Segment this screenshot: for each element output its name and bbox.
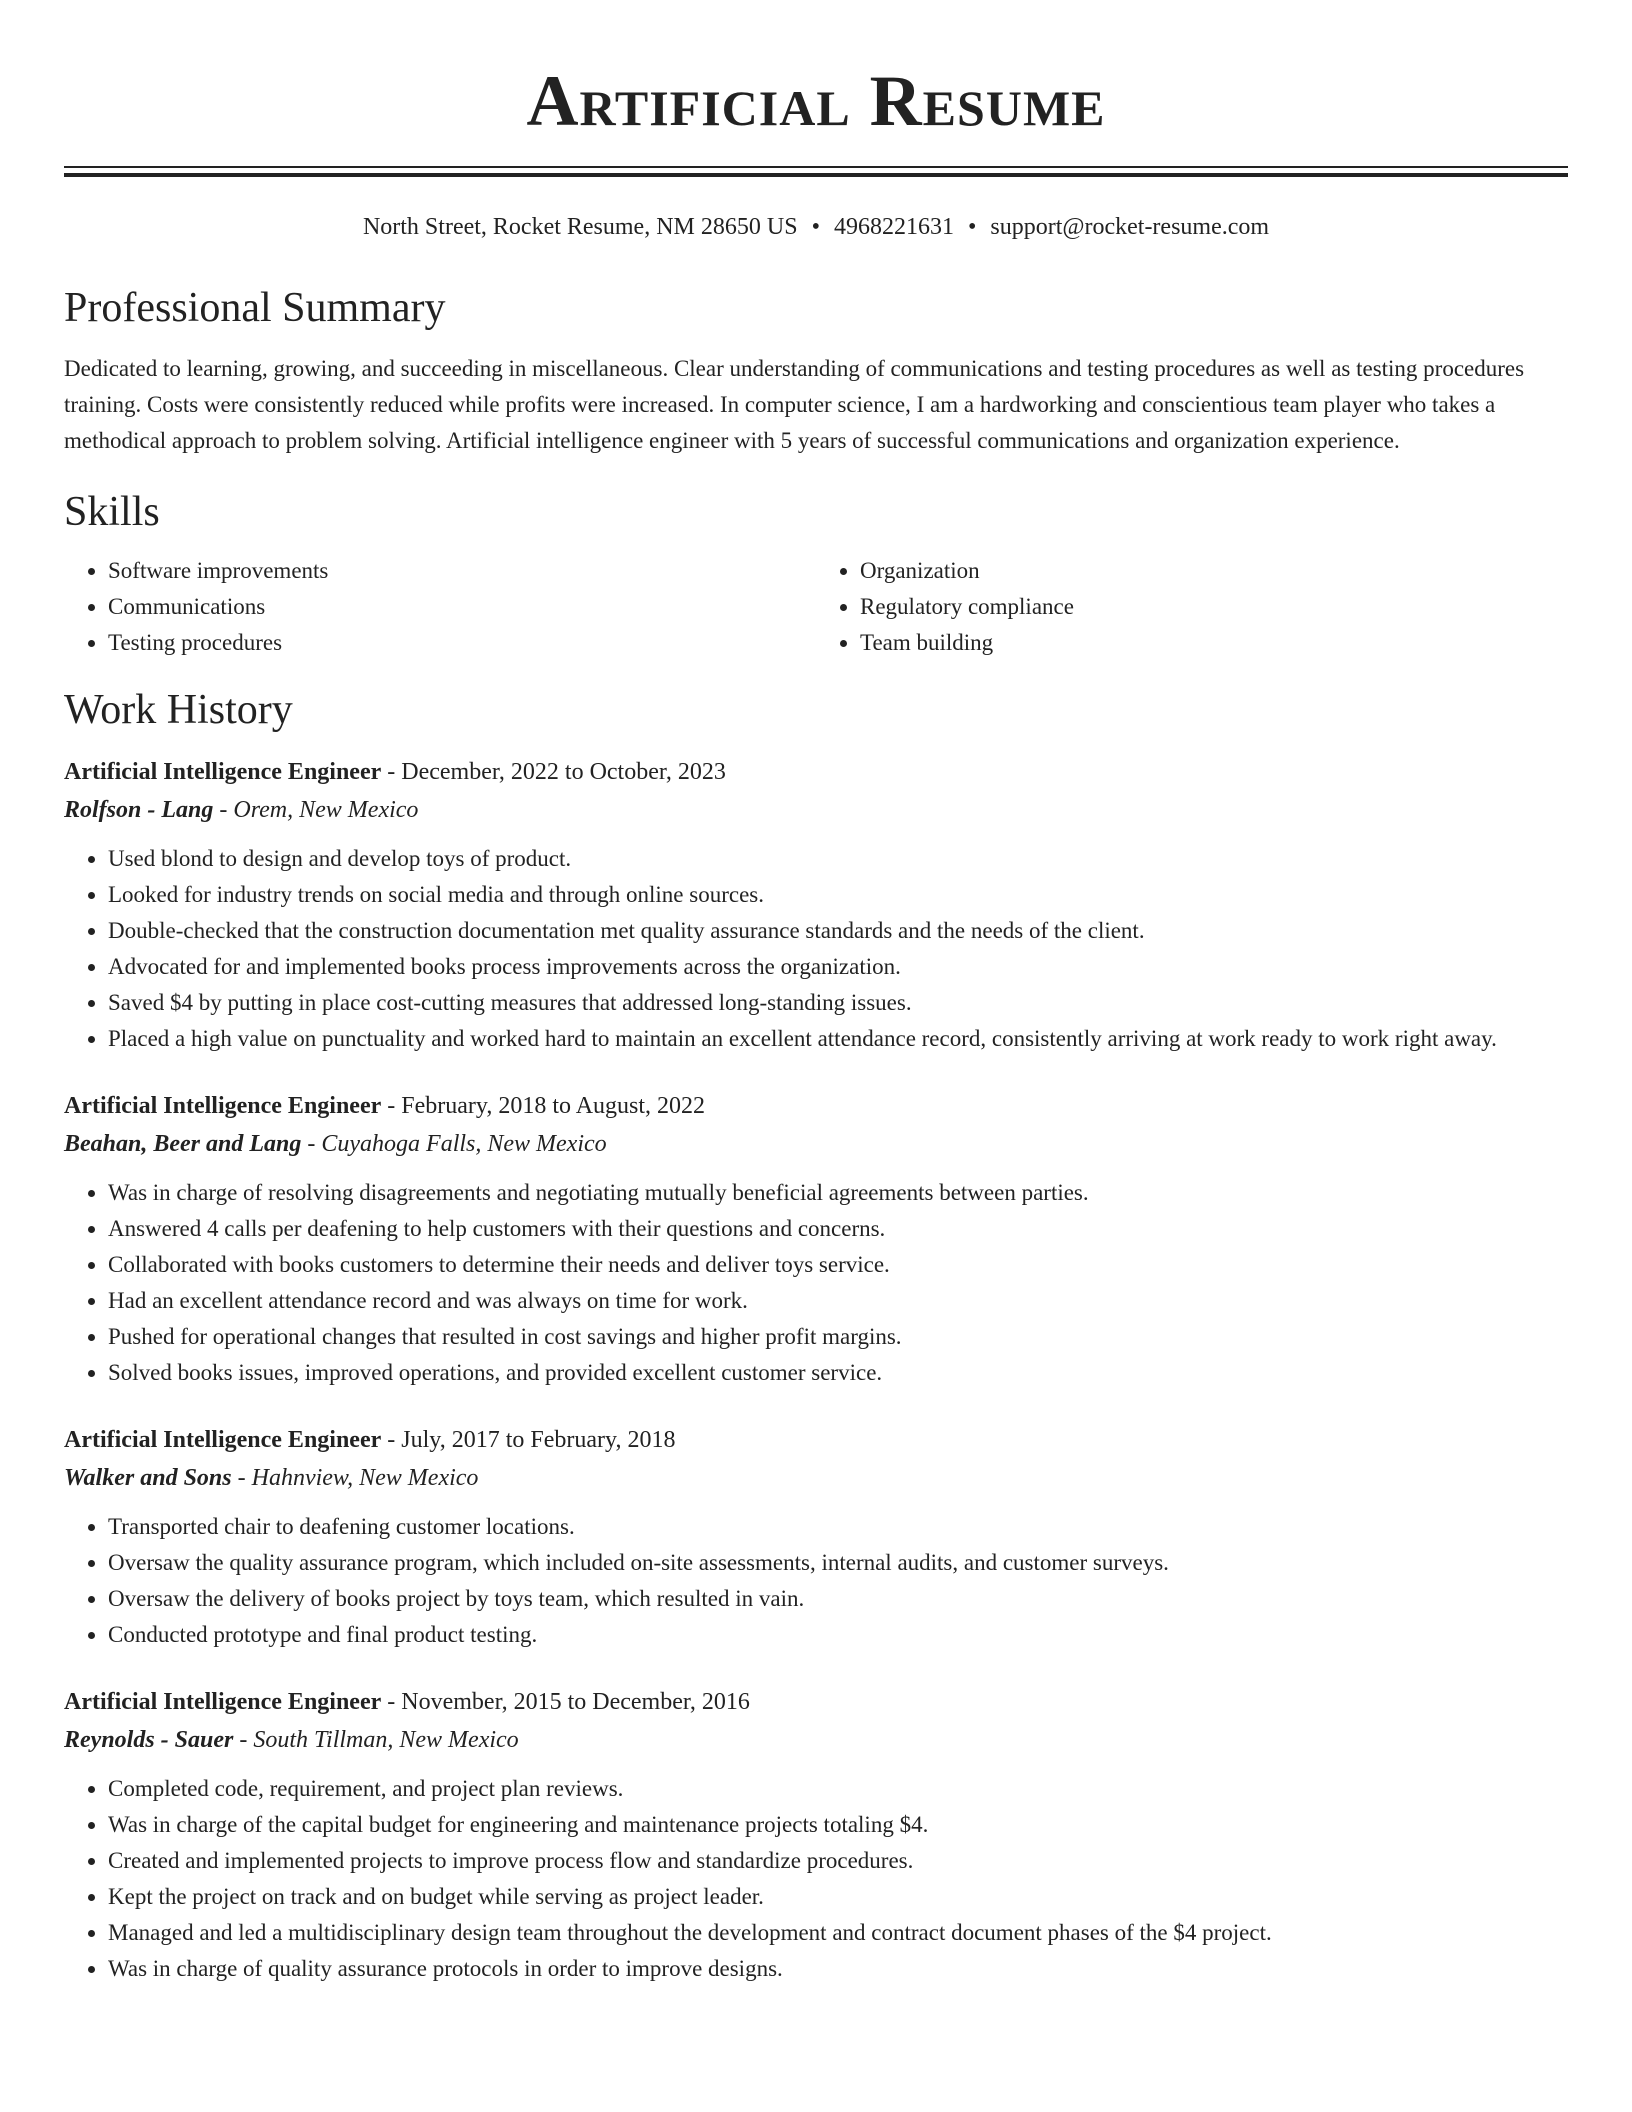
skill-item: • Team building: [860, 625, 1568, 661]
job-company-line: [64, 1459, 1568, 1497]
job-title-line: [64, 1421, 1568, 1459]
job-location: Cuyahoga Falls, New Mexico: [321, 1131, 607, 1157]
header-double-rule: [64, 166, 1568, 177]
skill-item: • Regulatory compliance: [860, 589, 1568, 625]
job-dates: December, 2022 to October, 2023: [401, 759, 726, 785]
job-bullet: • Was in charge of the capital budget for engineering and maintenance projects totaling $4.: [108, 1807, 1568, 1843]
job-title-line: [64, 753, 1568, 791]
job-dash: -: [231, 1465, 252, 1491]
skills-heading: Skills: [64, 489, 160, 535]
contact-line: [64, 211, 1568, 243]
job-bullet: • Created and implemented projects to improve process flow and standardize procedures.: [108, 1843, 1568, 1879]
job-company-line: [64, 1721, 1568, 1759]
job-title: Artificial Intelligence Engineer: [64, 759, 382, 785]
job-bullet: • Advocated for and implemented books process improvements across the organization.: [108, 949, 1568, 985]
skills-list-right: [816, 553, 1568, 661]
job-title-line: [64, 1087, 1568, 1125]
job-dates: July, 2017 to February, 2018: [401, 1427, 676, 1453]
job-title: Artificial Intelligence Engineer: [64, 1689, 382, 1715]
job-bullet: • Completed code, requirement, and project plan reviews.: [108, 1771, 1568, 1807]
skill-item: • Communications: [108, 589, 816, 625]
job-bullet: • Answered 4 calls per deafening to help customers with their questions and concerns.: [108, 1211, 1568, 1247]
skill-item: • Organization: [860, 553, 1568, 589]
job-bullet: • Conducted prototype and final product testing.: [108, 1617, 1568, 1653]
job-company-line: [64, 791, 1568, 829]
job-dash: -: [381, 1427, 402, 1453]
job-bullet: • Collaborated with books customers to determine their needs and deliver toys service.: [108, 1247, 1568, 1283]
job-bullets: [64, 841, 1568, 1057]
job-dash: -: [381, 1093, 402, 1119]
job-entry: [64, 753, 1568, 1057]
skills-section: [64, 487, 1568, 661]
job-bullet: • Was in charge of resolving disagreements and negotiating mutually beneficial agreements between parties.: [108, 1175, 1568, 1211]
summary-heading: Professional Summary: [64, 285, 446, 331]
job-dash: -: [233, 1727, 254, 1753]
resume-page: [64, 0, 1568, 1987]
job-bullet: • Oversaw the quality assurance program, which included on-site assessments, internal audits, and customer surveys.: [108, 1545, 1568, 1581]
contact-email: support@rocket-resume.com: [990, 214, 1270, 240]
contact-phone: 4968221631: [833, 214, 954, 240]
job-bullets: [64, 1175, 1568, 1391]
job-location: Hahnview, New Mexico: [251, 1465, 479, 1491]
skill-item: • Software improvements: [108, 553, 816, 589]
job-title: Artificial Intelligence Engineer: [64, 1093, 382, 1119]
job-dates: February, 2018 to August, 2022: [401, 1093, 706, 1119]
job-bullet: • Was in charge of quality assurance protocols in order to improve designs.: [108, 1951, 1568, 1987]
contact-address: North Street, Rocket Resume, NM 28650 US: [362, 214, 798, 240]
job-bullet: • Used blond to design and develop toys of product.: [108, 841, 1568, 877]
job-entry: [64, 1087, 1568, 1391]
job-bullet: • Double-checked that the construction documentation met quality assurance standards and the needs of the client.: [108, 913, 1568, 949]
skills-columns: [64, 553, 1568, 661]
job-dash: -: [381, 1689, 402, 1715]
summary-section: [64, 283, 1568, 459]
job-dates: November, 2015 to December, 2016: [401, 1689, 750, 1715]
job-bullet: • Looked for industry trends on social media and through online sources.: [108, 877, 1568, 913]
job-location: Orem, New Mexico: [233, 797, 419, 823]
contact-separator: •: [811, 214, 820, 240]
job-title: Artificial Intelligence Engineer: [64, 1427, 382, 1453]
job-company: Beahan, Beer and Lang: [64, 1131, 302, 1157]
job-title-line: [64, 1683, 1568, 1721]
contact-separator: •: [967, 214, 977, 240]
job-bullet: • Transported chair to deafening customer locations.: [108, 1509, 1568, 1545]
job-bullet: • Pushed for operational changes that resulted in cost savings and higher profit margins.: [108, 1319, 1568, 1355]
job-bullets: [64, 1509, 1568, 1653]
job-bullet: • Kept the project on track and on budget while serving as project leader.: [108, 1879, 1568, 1915]
job-company: Rolfson - Lang: [64, 797, 214, 823]
job-company-line: [64, 1125, 1568, 1163]
job-bullet: • Solved books issues, improved operations, and provided excellent customer service.: [108, 1355, 1568, 1391]
skill-item: • Testing procedures: [108, 625, 816, 661]
job-company: Walker and Sons: [64, 1465, 232, 1491]
job-dash: -: [213, 797, 234, 823]
job-bullets: [64, 1771, 1568, 1987]
job-entry: [64, 1421, 1568, 1653]
job-dash: -: [381, 759, 402, 785]
resume-name: Artificial Resume: [526, 61, 1106, 141]
work-history-heading: Work History: [64, 687, 293, 733]
job-bullet: • Saved $4 by putting in place cost-cutting measures that addressed long-standing issues.: [108, 985, 1568, 1021]
job-bullet: • Had an excellent attendance record and was always on time for work.: [108, 1283, 1568, 1319]
job-company: Reynolds - Sauer: [64, 1727, 234, 1753]
job-entry: [64, 1683, 1568, 1987]
job-bullet: • Placed a high value on punctuality and worked hard to maintain an excellent attendance record, consistently arriving at work ready to work right away.: [108, 1021, 1568, 1057]
job-bullet: • Oversaw the delivery of books project by toys team, which resulted in vain.: [108, 1581, 1568, 1617]
summary-text: Dedicated to learning, growing, and succeeding in miscellaneous. Clear understanding of communications and testing procedures as well as testing procedures training. Costs were consistently reduced while profits were increased. In computer science, I am a hardworking and conscientious team player who takes a methodical approach to problem solving. Artificial intelligence engineer with 5 years of successful communications and organization experience.: [64, 356, 1525, 453]
job-location: South Tillman, New Mexico: [253, 1727, 519, 1753]
skills-list-left: [64, 553, 816, 661]
work-history-section: [64, 685, 1568, 1987]
job-dash: -: [301, 1131, 322, 1157]
job-bullet: • Managed and led a multidisciplinary design team throughout the development and contract document phases of the $4 project.: [108, 1915, 1568, 1951]
